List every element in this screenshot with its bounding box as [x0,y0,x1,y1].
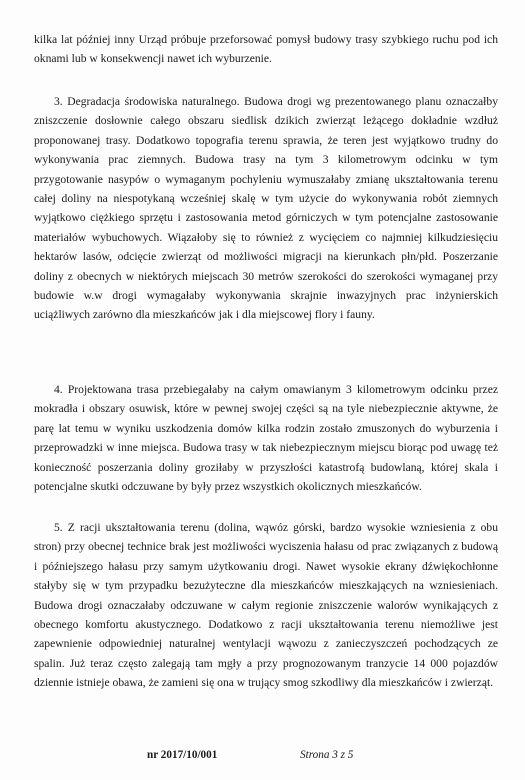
page-number: Strona 3 z 5 [300,749,354,761]
paragraph-text: kilka lat później inny Urząd próbuje przeforsować pomysł budowy trasy szybkiego ruchu pod ich oknami lub w konsekwencji nawet ich wyburzenie. [34,33,498,66]
paragraph-point-5 [34,518,498,693]
paragraph-text: 3. Degradacja środowiska naturalnego. Budowa drogi wg prezentowanego planu oznaczałby zniszczenie dosłownie całego obszaru siedlisk dzikich zwierząt leżącego dokładnie wzdłuż proponowanej trasy. Dodatkowo topografia terenu sprawia, że teren jest wyjątkowo trudny do wykonywania prac ziemnych. Budowa trasy na tym 3 kilometrowym odcinku w tym przygotowanie nasypów o wymaganym pochyleniu wymuszałaby zmianę ukształtowania terenu całej doliny na niespotykaną wcześniej skalę w tym użycie do wykonywania robót ziemnych wyjątkowo ciężkiego sprzętu i zastosowania metod górniczych w tym potencjalne zastosowanie materiałów wybuchowych. Wiązałoby się to również z wycięciem co najmniej kilkudziesięciu hektarów lasów, odcięcie zwierząt od możliwości migracji na kierunkach płn/płd. Poszerzanie doliny z obecnych w niektórych miejscach 30 metrów szerokości do szerokości wymaganej przy budowie w.w drogi wymagałaby wykonywania skrajnie inwazyjnych prac inżynierskich uciążliwych zarówno dla mieszkańców jak i dla miejscowej flory i fauny. [34,95,498,322]
paragraph-point-4 [34,380,498,496]
paragraph-text: 4. Projektowana trasa przebiegałaby na całym omawianym 3 kilometrowym odcinku przez mokradła i obszary osuwisk, które w pewnej swojej części są na tyle niebezpiecznie aktywne, że parę lat temu w wyniku uszkodzenia domów kilka rodzin zostało zmuszonych do wyburzenia i przeprowadzki w inne miejsca. Budowa trasy w tak niebezpiecznym miejscu biorąc pod uwagę też konieczność poszerzania doliny groziłaby w przyszłości katastrofą budowlaną, której skala i potencjalne skutki odczuwane by były przez wszystkich okolicznych mieszkańców. [34,383,498,494]
paragraph-point-3 [34,92,498,325]
paragraph-continuation [34,30,498,69]
paragraph-text: 5. Z racji ukształtowania terenu (dolina, wąwóz górski, bardzo wysokie wzniesienia z obu stron) przy obecnej technice brak jest możliwości wyciszenia hałasu od prac związanych z budową i późniejszego hałasu przy samym użytkowaniu drogi. Nawet wysokie ekrany dźwiękochłonne stałyby się w tym przypadku bezużyteczne dla mieszkańców mieszkających na wzniesieniach. Budowa drogi oznaczałaby odczuwane w całym regionie zniszczenie walorów wynikających z obecnego komfortu akustycznego. Dodatkowo z racji ukształtowania terenu niemożliwe jest zapewnienie odpowiedniej naturalnej wentylacji wąwozu z zanieczyszczeń pochodzących ze spalin. Już teraz często zalegają tam mgły a przy prognozowanym tranzycie 14 000 pojazdów dziennie istnieje obawa, że zamieni się ona w trujący smog szkodliwy dla mieszkańców i zwierząt. [34,521,498,690]
document-number: nr 2017/10/001 [147,749,218,761]
